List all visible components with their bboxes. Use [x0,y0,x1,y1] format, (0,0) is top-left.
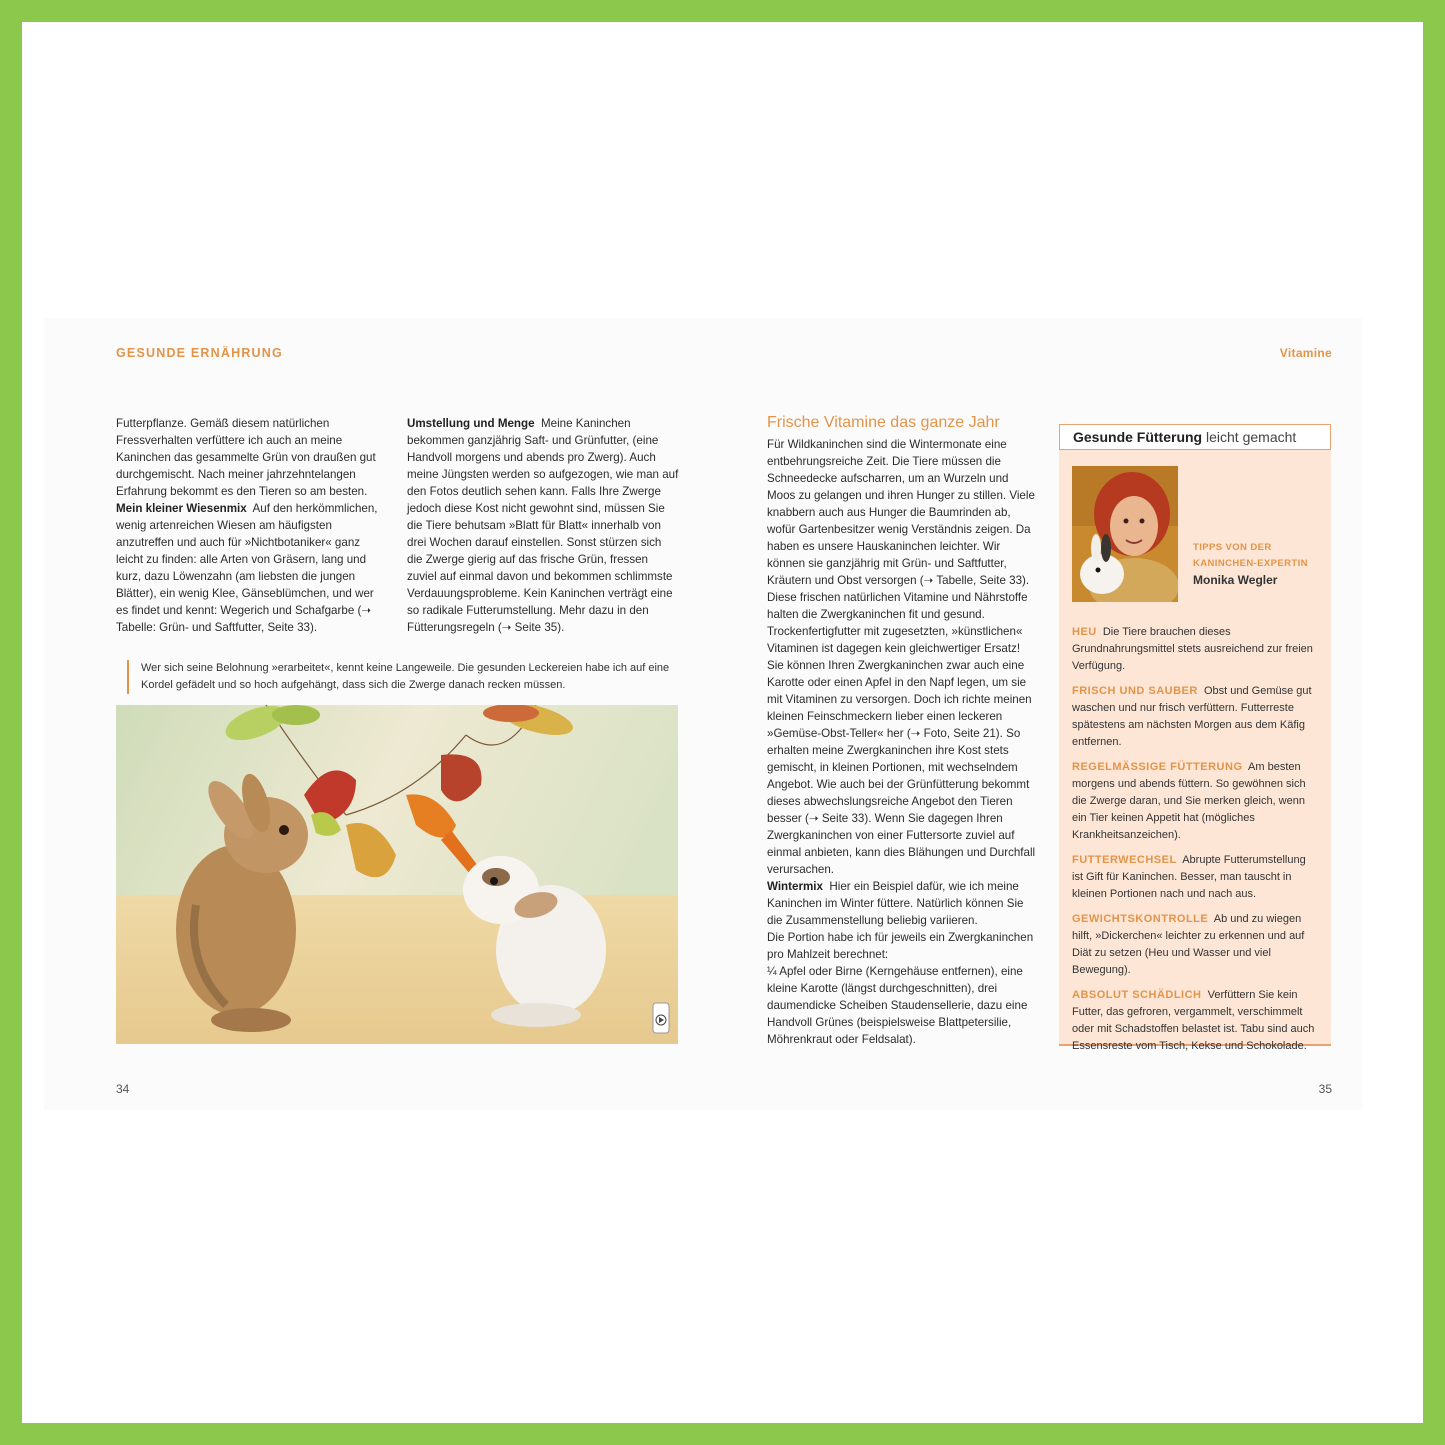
subheading-wintermix: Wintermix [767,880,823,893]
tip-key: REGELMÄSSIGE FÜTTERUNG [1072,761,1243,773]
tip-text: Am besten morgens und abends füttern. So gewöhnen sich die Zwerge daran, und Sie merken gleich, wenn ein Tier keinen Appetit hat (mögliches Krankheitsanzeichen). [1072,761,1306,841]
expert-label-line: TIPPS VON DER [1193,542,1272,553]
paragraph: Futterpflanze. Gemäß diesem natürlichen Fressverhalten verfüttere ich auch an meine Kaninchen das gesammelte Grün von draußen gut durchgemischt. Nach meiner jahrzehntelangen Erfahrung bekommt es den Tieren so am besten. [116,417,376,498]
running-head-right: Vitamine [1279,346,1332,360]
paragraph [407,415,679,636]
tip-item [1072,987,1318,1055]
tip-box-title [1059,424,1331,450]
tip-text: Ab und zu wiegen hilft, »Dickerchen« leichter zu erkennen und auf Diät zu setzen (Heu und Wasser und viel Bewegung). [1072,913,1305,976]
photo-caption: Wer sich seine Belohnung »erarbeitet«, kennt keine Langeweile. Die gesunden Leckereien habe ich auf eine Kordel gefädelt und so hoch aufgehängt, dass sich die Zwerge danach recken müssen. [127,660,691,694]
tip-text: Verfüttern Sie kein Futter, das gefroren, vergammelt, verschimmelt oder mit Schadstoffen belastet ist. Tabu sind auch Essensreste vom Tisch, Kekse und Schokolade. [1072,989,1315,1052]
tip-list [1072,624,1318,1063]
paragraph: Sie können Ihren Zwergkaninchen zwar auch eine Karotte oder einen Apfel in den Napf legen, um sie mit Vitaminen zu versorgen. Doch ich richte meinen kleinen Feinschmeckern lieber einen leckeren »Gemüse-Obst-Teller« her (➝ Foto, Seite 21). So erhalten meine Zwergkaninchen ihre Kost stets gemischt, in kleinen Portionen, mit wechselndem Angebot. Wie auch bei der Grünfütterung bekommt dieses abwechslungsreiche Angebot den Tieren besser (➝ Seite 33). Wenn Sie dagegen Ihren Zwergkaninchen von einer Futtersorte zuviel auf einmal anbieten, kann dies Blähungen und Durchfall verursachen. [767,659,1036,876]
page-number-right: 35 [1318,1082,1332,1096]
tip-key: GEWICHTSKONTROLLE [1072,913,1209,925]
tip-item [1072,759,1318,844]
tip-key: HEU [1072,626,1097,638]
rabbits-photo [116,705,678,1044]
tip-item [1072,624,1318,675]
paragraph: ¼ Apfel oder Birne (Kerngehäuse entfernen), eine kleine Karotte (längst durchgeschnitten), drei daumendicke Scheiben Staudensellerie, dazu eine Handvoll Grünes (beispielsweise Blattpetersilie, Möhrenkraut oder Feldsalat). [767,965,1028,1046]
right-column-article [767,436,1039,1048]
subheading-wiesenmix: Mein kleiner Wiesenmix [116,502,247,515]
paragraph: Die Portion habe ich für jeweils ein Zwergkaninchen pro Mahlzeit berechnet: [767,931,1034,961]
article-title: Frische Vitamine das ganze Jahr [767,414,1000,431]
tip-text: Abrupte Futterumstellung ist Gift für Kaninchen. Besser, man tauscht in kleinen Portionen nach und nach aus. [1072,854,1306,900]
tip-key: ABSOLUT SCHÄDLICH [1072,989,1202,1001]
tip-key: FUTTERWECHSEL [1072,854,1177,866]
rabbits-illustration [116,705,678,1044]
tip-box [1059,424,1331,1052]
paragraph [767,878,1039,929]
expert-label [1193,540,1308,572]
tip-text: Die Tiere brauchen dieses Grundnahrungsmittel stets ausreichend zur freien Verfügung. [1072,626,1313,672]
expert-name: Monika Wegler [1193,573,1278,587]
tip-item [1072,852,1318,903]
tip-item [1072,911,1318,979]
paragraph: Für Wildkaninchen sind die Wintermonate eine entbehrungsreiche Zeit. Die Tiere müssen die Schneedecke aufscharren, um an Wurzeln und Moos zu gelangen und ihren Hunger zu stillen. Viele knabbern auch aus Hunger die Baumrinden ab, wofür Gartenbesitzer wenig Verständnis zeigen. Da haben es unsere Hauskaninchen leichter. Wir können sie ganzjährig mit Grün- und Saftfutter, Kräutern und Obst versorgen (➝ Tabelle, Seite 33). Diese frischen natürlichen Vitamine und Nährstoffe halten die Zwergkaninchen fit und gesund. Trockenfertigfutter mit zugesetzten, »künstlichen« Vitaminen ist dagegen kein gleichwertiger Ersatz! [767,438,1035,655]
expert-portrait-illustration [1072,466,1178,602]
paragraph [116,500,386,636]
running-head-left: GESUNDE ERNÄHRUNG [116,346,283,360]
page-number-left: 34 [116,1082,130,1096]
tip-box-title-bold: Gesunde Fütterung [1073,429,1203,445]
tip-item [1072,683,1318,751]
expert-portrait [1072,466,1178,602]
left-column-2 [407,415,679,636]
left-column-1 [116,415,386,636]
video-icon[interactable] [653,1003,669,1033]
paragraph-text: Meine Kaninchen bekommen ganzjährig Saft- und Grünfutter, (eine Handvoll morgens und abends pro Zwerg). Auch meine Jüngsten werden so aufgezogen, wie man auf den Fotos deutlich sehen kann. Falls Ihre Zwerge jedoch diese Kost nicht gewohnt sind, müssen Sie die Tiere behutsam »Blatt für Blatt« innerhalb von drei Wochen darauf einstellen. Sonst stürzen sich die Zwerge gierig auf das frische Grün, fressen zuviel auf einmal davon und bekommen schlimmste Verdauungsprobleme. Kein Kaninchen verträgt eine so radikale Futterumstellung. Mehr dazu in den Fütterungsregeln (➝ Seite 35). [407,417,679,634]
tip-box-title-light: leicht gemacht [1206,429,1297,445]
paragraph-text: Auf den herkömmlichen, wenig artenreichen Wiesen am häufigsten anzutreffen und auch für »Nichtbotaniker« ganz leicht zu finden: alle Arten von Gräsern, lang und kurz, dazu Löwenzahn (am liebsten die jungen Blätter), ein wenig Klee, Gänseblümchen, und wer es findet und kennt: Wegerich und Schafgarbe (➝ Tabelle: Grün- und Saftfutter, Seite 33). [116,502,378,634]
expert-label-line: KANINCHEN-EXPERTIN [1193,558,1308,569]
tip-key: FRISCH UND SAUBER [1072,685,1198,697]
paragraph-text: Hier ein Beispiel dafür, wie ich meine Kaninchen im Winter füttere. Natürlich können Sie die Zusammenstellung beliebig variieren. [767,880,1024,927]
subheading-umstellung: Umstellung und Menge [407,417,535,430]
tip-text: Obst und Gemüse gut waschen und nur frisch verfüttern. Futterreste spätestens am nächsten Morgen aus dem Käfig entfernen. [1072,685,1312,748]
